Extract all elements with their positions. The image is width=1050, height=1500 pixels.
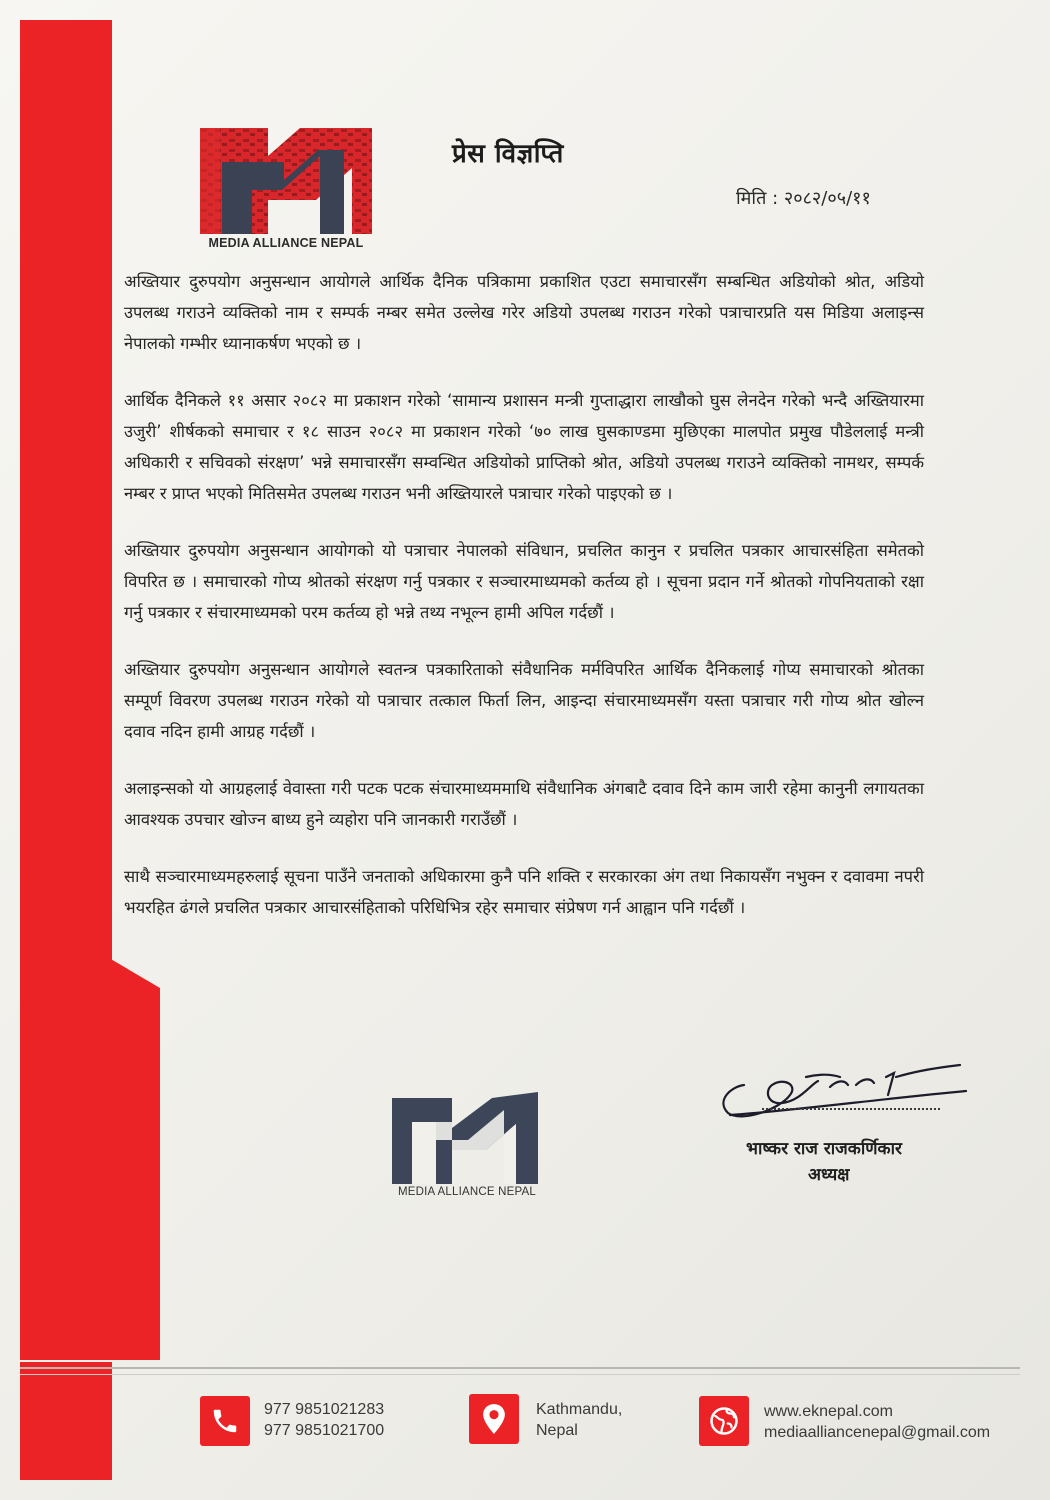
address-country: Nepal [536,1422,578,1439]
paragraph: अख्तियार दुरुपयोग अनुसन्धान आयोगले स्वतन्त्र पत्रकारिताको संवैधानिक मर्मविपरित आर्थिक दैनिकलाई गोप्य समाचारको श्रोतका सम्पूर्ण विवरण उपलब्ध गराउन गरेको यो पत्राचार तत्काल फिर्ता लिन, आइन्दा संचारमाध्यमसँग यस्ता पत्राचार गरी गोप्य श्रोत खोल्न दवाव नदिन हामी आग्रह गर्दछौं । [124,660,924,741]
handwritten-signature [710,1055,970,1125]
footer-divider-thin [20,1374,1020,1375]
media-alliance-logo-header [200,128,372,258]
location-pin-icon [469,1394,519,1444]
logo-caption: MEDIA ALLIANCE NEPAL [208,236,364,250]
press-release-body [124,266,924,949]
media-alliance-stamp-mark [392,1088,540,1184]
address-city: Kathmandu, [536,1401,623,1418]
footer-divider [20,1367,1020,1369]
left-red-band-widening [20,960,160,1360]
address [536,1399,622,1441]
email-link[interactable]: mediaalliancenepal@gmail.com [764,1424,991,1441]
phone-number-1: 977 9851021283 [264,1401,385,1418]
paragraph: आर्थिक दैनिकले ११ असार २०८२ मा प्रकाशन गरेको ‘सामान्य प्रशासन मन्त्री गुप्ताद्धारा लाखौको घुस लेनदेन गरेको भन्दै अख्तियारमा उजुरी’ शीर्षकको समाचार र १८ साउन २०८२ मा प्रकाशन गरेको ‘७० लाख घुसकाण्डमा मुछिएका मालपोत प्रमुख पौडेललाई मन्त्री अधिकारी र सचिवको संरक्षण’ भन्ने समाचारसँग सम्वन्धित अडियोको प्राप्तिको श्रोत, अडियो उपलब्ध गराउने व्यक्तिको नामथर, सम्पर्क नम्बर र प्राप्त भएको मितिसमेत उपलब्ध गराउन भनी अख्तियारले पत्राचार गरेको पाइएको छ । [124,391,924,503]
stamp-caption: MEDIA ALLIANCE NEPAL [397,1186,536,1198]
web-contact [764,1401,990,1443]
media-alliance-logo-mark [200,128,372,234]
date-line: मिति : २०८२/०५/११ [736,188,871,209]
globe-icon [699,1396,749,1446]
paragraph: अख्तियार दुरुपयोग अनुसन्धान आयोगले आर्थिक दैनिक पत्रिकामा प्रकाशित एउटा समाचारसँग सम्बन्धित अडियोको श्रोत, अडियो उपलब्ध गराउने व्यक्तिको नाम र सम्पर्क नम्बर समेत उल्लेख गरेर अडियो उपलब्ध गराउन गरेको पत्राचारप्रति यस मिडिया अलाइन्स नेपालको गम्भीर ध्यानाकर्षण भएको छ । [124,272,924,353]
media-alliance-logo-stamp [392,1088,540,1218]
signature-line [762,1108,940,1110]
signatory-name: भाष्कर राज राजकर्णिकार [746,1139,902,1159]
phone-numbers [264,1399,384,1441]
paragraph: साथै सञ्चारमाध्यमहरुलाई सूचना पाउँने जनताको अधिकारमा कुनै पनि शक्ति र सरकारका अंग तथा निकायसँग नभुक्न र दवावमा नपरी भयरहित ढंगले प्रचलित पत्रकार आचारसंहिताको परिधिभित्र रहेर समाचार संप्रेषण गर्न आह्वान पनि गर्दछौं । [124,867,924,917]
page-title: प्रेस विज्ञप्ति [452,139,564,169]
signatory-title: अध्यक्ष [808,1165,850,1185]
paragraph: अलाइन्सको यो आग्रहलाई वेवास्ता गरी पटक पटक संचारमाध्यममाथि संवैधानिक अंगबाटै दवाव दिने काम जारी रहेमा कानुनी लगायतका आवश्यक उपचार खोज्न बाध्य हुने व्यहोरा पनि जानकारी गराउँछौं । [124,779,924,829]
left-red-band-footer [20,1362,112,1480]
paragraph: अख्तियार दुरुपयोग अनुसन्धान आयोगको यो पत्राचार नेपालको संविधान, प्रचलित कानुन र प्रचलित पत्रकार आचारसंहिता समेतको विपरित छ । समाचारको गोप्य श्रोतको संरक्षण गर्नु पत्रकार र सञ्चारमाध्यमको कर्तव्य हो । सूचना प्रदान गर्ने श्रोतको गोपनियताको रक्षा गर्नु पत्रकार र संचारमाध्यमको परम कर्तव्य हो भन्ने तथ्य नभूल्न हामी अपिल गर्दछौं । [124,541,924,622]
phone-number-2: 977 9851021700 [264,1422,385,1439]
phone-icon [200,1396,250,1446]
website-link[interactable]: www.eknepal.com [764,1403,893,1420]
